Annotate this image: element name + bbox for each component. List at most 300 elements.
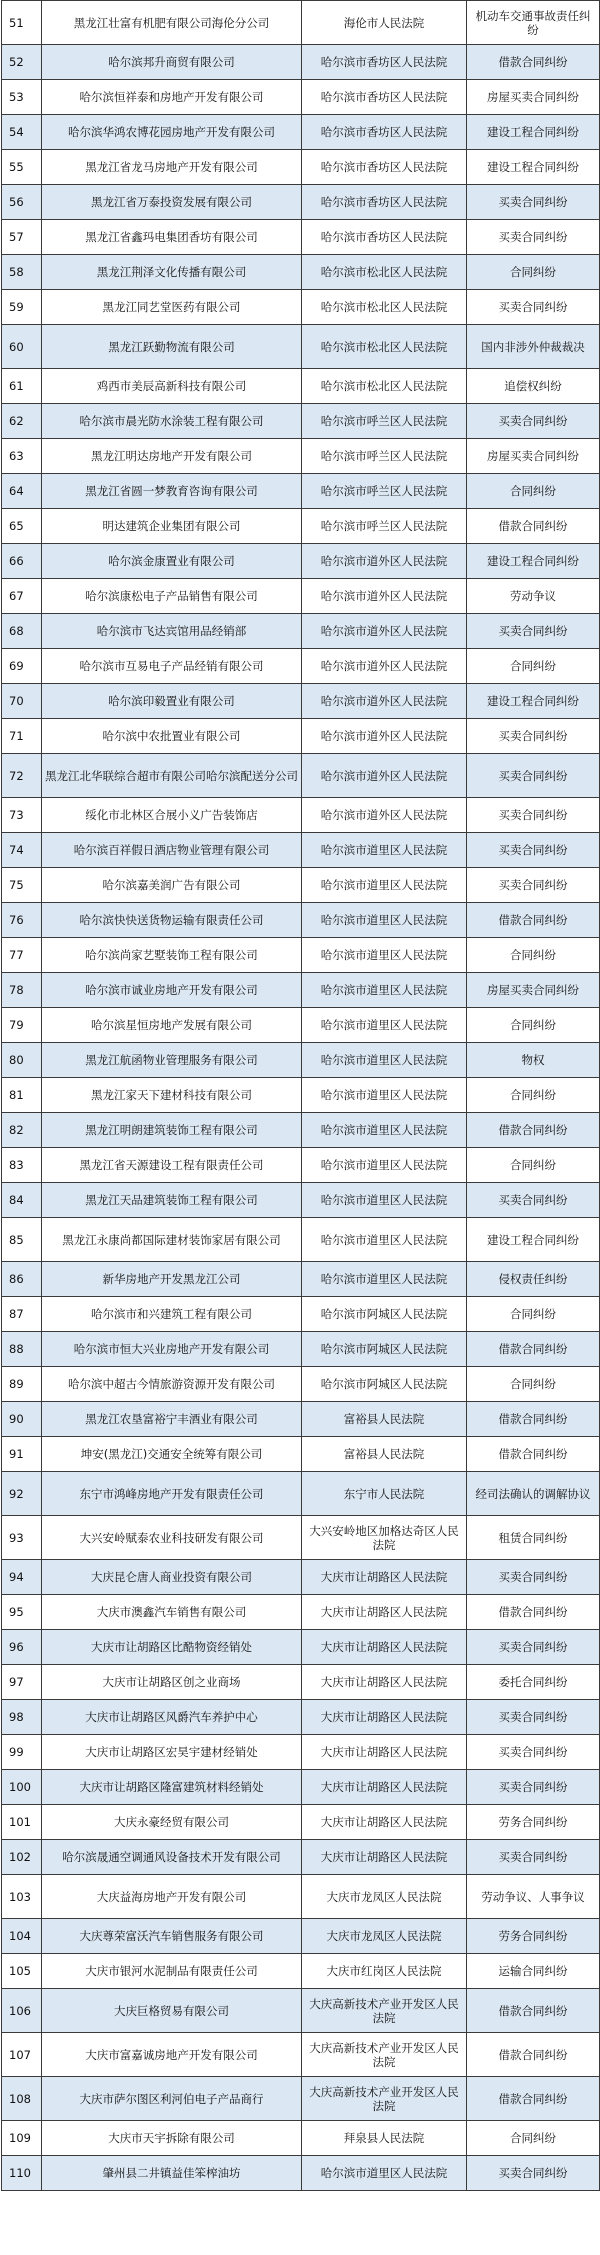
company-name: 哈尔滨恒祥泰和房地产开发有限公司 — [42, 80, 302, 115]
case-cause: 房屋买卖合同纠纷 — [467, 973, 600, 1008]
court-name: 哈尔滨市呼兰区人民法院 — [302, 474, 467, 509]
court-name: 大庆市让胡路区人民法院 — [302, 1735, 467, 1770]
company-name: 大庆市银河水泥制品有限责任公司 — [42, 1954, 302, 1989]
row-number: 109 — [2, 2121, 42, 2156]
company-name: 大庆永豪经贸有限公司 — [42, 1805, 302, 1840]
company-name: 黑龙江壮富有机肥有限公司海伦分公司 — [42, 1, 302, 45]
case-cause: 借款合同纠纷 — [467, 903, 600, 938]
row-number: 105 — [2, 1954, 42, 1989]
row-number: 107 — [2, 2033, 42, 2077]
case-cause: 建设工程合同纠纷 — [467, 544, 600, 579]
company-name: 大庆市让胡路区隆富建筑材料经销处 — [42, 1770, 302, 1805]
table-row — [2, 973, 600, 1008]
company-name: 哈尔滨中超古今情旅游资源开发有限公司 — [42, 1367, 302, 1402]
company-name: 哈尔滨印毅置业有限公司 — [42, 684, 302, 719]
case-cause: 买卖合同纠纷 — [467, 404, 600, 439]
court-name: 哈尔滨市道里区人民法院 — [302, 833, 467, 868]
case-cause: 借款合同纠纷 — [467, 2033, 600, 2077]
case-cause: 买卖合同纠纷 — [467, 868, 600, 903]
table-row — [2, 1437, 600, 1472]
row-number: 70 — [2, 684, 42, 719]
case-table — [1, 0, 600, 2191]
court-name: 哈尔滨市道里区人民法院 — [302, 1183, 467, 1218]
court-name: 哈尔滨市阿城区人民法院 — [302, 1332, 467, 1367]
company-name: 哈尔滨百祥假日酒店物业管理有限公司 — [42, 833, 302, 868]
company-name: 哈尔滨市飞达宾馆用品经销部 — [42, 614, 302, 649]
company-name: 东宁市鸿峰房地产开发有限责任公司 — [42, 1472, 302, 1516]
company-name: 坤安(黑龙江)交通安全统筹有限公司 — [42, 1437, 302, 1472]
court-name: 哈尔滨市松北区人民法院 — [302, 369, 467, 404]
row-number: 51 — [2, 1, 42, 45]
court-name: 哈尔滨市道里区人民法院 — [302, 1043, 467, 1078]
company-name: 哈尔滨市诚业房地产开发有限公司 — [42, 973, 302, 1008]
case-cause: 合同纠纷 — [467, 1078, 600, 1113]
case-cause: 劳务合同纠纷 — [467, 1805, 600, 1840]
company-name: 肇州县二井镇益佳笨榨油坊 — [42, 2156, 302, 2191]
court-name: 大庆高新技术产业开发区人民法院 — [302, 2077, 467, 2121]
case-cause: 物权 — [467, 1043, 600, 1078]
case-cause: 买卖合同纠纷 — [467, 833, 600, 868]
case-cause: 合同纠纷 — [467, 255, 600, 290]
company-name: 哈尔滨嘉美润广告有限公司 — [42, 868, 302, 903]
court-name: 哈尔滨市道外区人民法院 — [302, 684, 467, 719]
court-name: 大庆市让胡路区人民法院 — [302, 1805, 467, 1840]
table-row — [2, 1954, 600, 1989]
row-number: 92 — [2, 1472, 42, 1516]
court-name: 哈尔滨市道里区人民法院 — [302, 973, 467, 1008]
case-cause: 合同纠纷 — [467, 649, 600, 684]
court-name: 哈尔滨市道里区人民法院 — [302, 1148, 467, 1183]
company-name: 大庆市让胡路区风爵汽车养护中心 — [42, 1700, 302, 1735]
table-row — [2, 1367, 600, 1402]
row-number: 74 — [2, 833, 42, 868]
company-name: 黑龙江明达房地产开发有限公司 — [42, 439, 302, 474]
case-cause: 建设工程合同纠纷 — [467, 1218, 600, 1262]
case-cause: 劳动争议、人事争议 — [467, 1875, 600, 1919]
table-row — [2, 1043, 600, 1078]
case-cause: 建设工程合同纠纷 — [467, 684, 600, 719]
case-cause: 买卖合同纠纷 — [467, 719, 600, 754]
company-name: 哈尔滨市互易电子产品经销有限公司 — [42, 649, 302, 684]
company-name: 哈尔滨华鸿农博花园房地产开发有限公司 — [42, 115, 302, 150]
case-cause: 建设工程合同纠纷 — [467, 150, 600, 185]
court-name: 大庆市让胡路区人民法院 — [302, 1700, 467, 1735]
company-name: 大庆巨格贸易有限公司 — [42, 1989, 302, 2033]
table-row — [2, 2033, 600, 2077]
court-name: 东宁市人民法院 — [302, 1472, 467, 1516]
case-cause: 机动车交通事故责任纠纷 — [467, 1, 600, 45]
company-name: 大庆市澳鑫汽车销售有限公司 — [42, 1595, 302, 1630]
company-name: 大庆市让胡路区宏昊宇建材经销处 — [42, 1735, 302, 1770]
case-cause: 买卖合同纠纷 — [467, 290, 600, 325]
court-name: 大庆市让胡路区人民法院 — [302, 1840, 467, 1875]
row-number: 101 — [2, 1805, 42, 1840]
case-cause: 国内非涉外仲裁裁决 — [467, 325, 600, 369]
company-name: 大庆市让胡路区创之业商场 — [42, 1665, 302, 1700]
company-name: 黑龙江北华联综合超市有限公司哈尔滨配送分公司 — [42, 754, 302, 798]
case-cause: 买卖合同纠纷 — [467, 614, 600, 649]
court-name: 哈尔滨市香坊区人民法院 — [302, 80, 467, 115]
court-name: 哈尔滨市道里区人民法院 — [302, 868, 467, 903]
case-cause: 侵权责任纠纷 — [467, 1262, 600, 1297]
table-row — [2, 1735, 600, 1770]
table-row — [2, 1332, 600, 1367]
table-row — [2, 150, 600, 185]
court-name: 哈尔滨市道外区人民法院 — [302, 614, 467, 649]
court-name: 哈尔滨市呼兰区人民法院 — [302, 509, 467, 544]
table-row — [2, 1078, 600, 1113]
company-name: 哈尔滨康松电子产品销售有限公司 — [42, 579, 302, 614]
table-row — [2, 2156, 600, 2191]
row-number: 56 — [2, 185, 42, 220]
row-number: 66 — [2, 544, 42, 579]
company-name: 大庆市天宇拆除有限公司 — [42, 2121, 302, 2156]
company-name: 黑龙江荆泽文化传播有限公司 — [42, 255, 302, 290]
case-cause: 房屋买卖合同纠纷 — [467, 439, 600, 474]
table-row — [2, 1630, 600, 1665]
company-name: 大庆益海房地产开发有限公司 — [42, 1875, 302, 1919]
court-name: 富裕县人民法院 — [302, 1437, 467, 1472]
court-name: 哈尔滨市松北区人民法院 — [302, 325, 467, 369]
case-cause: 买卖合同纠纷 — [467, 1560, 600, 1595]
company-name: 哈尔滨快快送货物运输有限责任公司 — [42, 903, 302, 938]
row-number: 103 — [2, 1875, 42, 1919]
table-row — [2, 833, 600, 868]
row-number: 54 — [2, 115, 42, 150]
court-name: 哈尔滨市香坊区人民法院 — [302, 115, 467, 150]
company-name: 黑龙江省鑫玛电集团香坊有限公司 — [42, 220, 302, 255]
case-cause: 买卖合同纠纷 — [467, 185, 600, 220]
case-cause: 买卖合同纠纷 — [467, 1700, 600, 1735]
court-name: 海伦市人民法院 — [302, 1, 467, 45]
table-row — [2, 1297, 600, 1332]
company-name: 黑龙江省天源建设工程有限责任公司 — [42, 1148, 302, 1183]
row-number: 90 — [2, 1402, 42, 1437]
row-number: 67 — [2, 579, 42, 614]
case-cause: 房屋买卖合同纠纷 — [467, 80, 600, 115]
row-number: 72 — [2, 754, 42, 798]
company-name: 大庆尊荣富沃汽车销售服务有限公司 — [42, 1919, 302, 1954]
table-row — [2, 1, 600, 45]
table-row — [2, 1665, 600, 1700]
company-name: 哈尔滨尚家艺墅装饰工程有限公司 — [42, 938, 302, 973]
row-number: 64 — [2, 474, 42, 509]
company-name: 黑龙江省圆一梦教育咨询有限公司 — [42, 474, 302, 509]
table-row — [2, 903, 600, 938]
table-row — [2, 185, 600, 220]
table-row — [2, 1770, 600, 1805]
row-number: 104 — [2, 1919, 42, 1954]
case-cause: 买卖合同纠纷 — [467, 754, 600, 798]
company-name: 哈尔滨中农批置业有限公司 — [42, 719, 302, 754]
row-number: 73 — [2, 798, 42, 833]
table-row — [2, 868, 600, 903]
row-number: 61 — [2, 369, 42, 404]
row-number: 98 — [2, 1700, 42, 1735]
table-row — [2, 1148, 600, 1183]
company-name: 鸡西市美辰高新科技有限公司 — [42, 369, 302, 404]
row-number: 97 — [2, 1665, 42, 1700]
court-name: 大庆市红岗区人民法院 — [302, 1954, 467, 1989]
court-name: 哈尔滨市呼兰区人民法院 — [302, 404, 467, 439]
table-row — [2, 80, 600, 115]
court-name: 哈尔滨市道外区人民法院 — [302, 544, 467, 579]
company-name: 哈尔滨市和兴建筑工程有限公司 — [42, 1297, 302, 1332]
company-name: 大庆昆仑唐人商业投资有限公司 — [42, 1560, 302, 1595]
case-cause: 追偿权纠纷 — [467, 369, 600, 404]
case-cause: 合同纠纷 — [467, 1297, 600, 1332]
company-name: 黑龙江跃勤物流有限公司 — [42, 325, 302, 369]
row-number: 87 — [2, 1297, 42, 1332]
table-row — [2, 1402, 600, 1437]
court-name: 哈尔滨市道里区人民法院 — [302, 1008, 467, 1043]
table-row — [2, 1262, 600, 1297]
table-row — [2, 614, 600, 649]
case-cause: 借款合同纠纷 — [467, 1332, 600, 1367]
court-name: 哈尔滨市阿城区人民法院 — [302, 1297, 467, 1332]
court-name: 哈尔滨市道里区人民法院 — [302, 1078, 467, 1113]
row-number: 100 — [2, 1770, 42, 1805]
case-cause: 租赁合同纠纷 — [467, 1516, 600, 1560]
court-name: 哈尔滨市道外区人民法院 — [302, 754, 467, 798]
court-name: 哈尔滨市道外区人民法院 — [302, 579, 467, 614]
row-number: 82 — [2, 1113, 42, 1148]
case-cause: 买卖合同纠纷 — [467, 220, 600, 255]
row-number: 108 — [2, 2077, 42, 2121]
table-row — [2, 1989, 600, 2033]
row-number: 60 — [2, 325, 42, 369]
company-name: 哈尔滨星恒房地产发展有限公司 — [42, 1008, 302, 1043]
court-name: 拜泉县人民法院 — [302, 2121, 467, 2156]
company-name: 黑龙江明朗建筑装饰工程有限公司 — [42, 1113, 302, 1148]
row-number: 76 — [2, 903, 42, 938]
court-name: 哈尔滨市道里区人民法院 — [302, 938, 467, 973]
table-row — [2, 754, 600, 798]
table-row — [2, 649, 600, 684]
company-name: 黑龙江永康尚都国际建材装饰家居有限公司 — [42, 1218, 302, 1262]
case-cause: 建设工程合同纠纷 — [467, 115, 600, 150]
court-name: 哈尔滨市道外区人民法院 — [302, 798, 467, 833]
table-row — [2, 255, 600, 290]
row-number: 63 — [2, 439, 42, 474]
court-name: 哈尔滨市呼兰区人民法院 — [302, 439, 467, 474]
case-cause: 合同纠纷 — [467, 1008, 600, 1043]
case-cause: 合同纠纷 — [467, 1148, 600, 1183]
company-name: 新华房地产开发黑龙江公司 — [42, 1262, 302, 1297]
company-name: 黑龙江同艺堂医药有限公司 — [42, 290, 302, 325]
case-cause: 买卖合同纠纷 — [467, 798, 600, 833]
company-name: 明达建筑企业集团有限公司 — [42, 509, 302, 544]
company-name: 黑龙江家天下建材科技有限公司 — [42, 1078, 302, 1113]
row-number: 91 — [2, 1437, 42, 1472]
court-name: 哈尔滨市道外区人民法院 — [302, 649, 467, 684]
case-cause: 买卖合同纠纷 — [467, 1630, 600, 1665]
court-name: 哈尔滨市道里区人民法院 — [302, 1262, 467, 1297]
row-number: 84 — [2, 1183, 42, 1218]
company-name: 哈尔滨市晨光防水涂装工程有限公司 — [42, 404, 302, 439]
case-cause: 买卖合同纠纷 — [467, 1770, 600, 1805]
court-name: 哈尔滨市松北区人民法院 — [302, 290, 467, 325]
court-name: 哈尔滨市道里区人民法院 — [302, 2156, 467, 2191]
company-name: 哈尔滨市恒大兴业房地产开发有限公司 — [42, 1332, 302, 1367]
row-number: 71 — [2, 719, 42, 754]
company-name: 黑龙江农垦富裕宁丰酒业有限公司 — [42, 1402, 302, 1437]
table-row — [2, 1472, 600, 1516]
court-name: 哈尔滨市香坊区人民法院 — [302, 150, 467, 185]
court-name: 哈尔滨市松北区人民法院 — [302, 255, 467, 290]
court-name: 富裕县人民法院 — [302, 1402, 467, 1437]
table-row — [2, 579, 600, 614]
row-number: 106 — [2, 1989, 42, 2033]
table-row — [2, 1840, 600, 1875]
case-cause: 买卖合同纠纷 — [467, 1183, 600, 1218]
table-row — [2, 1113, 600, 1148]
case-cause: 经司法确认的调解协议 — [467, 1472, 600, 1516]
case-cause: 劳务合同纠纷 — [467, 1919, 600, 1954]
row-number: 88 — [2, 1332, 42, 1367]
row-number: 95 — [2, 1595, 42, 1630]
table-row — [2, 509, 600, 544]
table-row — [2, 1875, 600, 1919]
table-row — [2, 1560, 600, 1595]
table-row — [2, 1218, 600, 1262]
row-number: 55 — [2, 150, 42, 185]
company-name: 黑龙江航函物业管理服务有限公司 — [42, 1043, 302, 1078]
row-number: 68 — [2, 614, 42, 649]
court-name: 哈尔滨市香坊区人民法院 — [302, 45, 467, 80]
court-name: 哈尔滨市香坊区人民法院 — [302, 185, 467, 220]
court-name: 哈尔滨市道里区人民法院 — [302, 1113, 467, 1148]
case-cause: 借款合同纠纷 — [467, 1437, 600, 1472]
court-name: 大庆市龙凤区人民法院 — [302, 1875, 467, 1919]
court-name: 大庆市龙凤区人民法院 — [302, 1919, 467, 1954]
row-number: 99 — [2, 1735, 42, 1770]
row-number: 96 — [2, 1630, 42, 1665]
court-name: 大庆市让胡路区人民法院 — [302, 1595, 467, 1630]
case-cause: 借款合同纠纷 — [467, 1113, 600, 1148]
row-number: 59 — [2, 290, 42, 325]
court-name: 哈尔滨市道里区人民法院 — [302, 903, 467, 938]
case-cause: 买卖合同纠纷 — [467, 2156, 600, 2191]
row-number: 81 — [2, 1078, 42, 1113]
table-row — [2, 290, 600, 325]
row-number: 86 — [2, 1262, 42, 1297]
court-name: 大庆市让胡路区人民法院 — [302, 1630, 467, 1665]
table-row — [2, 719, 600, 754]
table-row — [2, 2121, 600, 2156]
case-cause: 借款合同纠纷 — [467, 1595, 600, 1630]
row-number: 58 — [2, 255, 42, 290]
court-name: 哈尔滨市香坊区人民法院 — [302, 220, 467, 255]
row-number: 75 — [2, 868, 42, 903]
case-cause: 借款合同纠纷 — [467, 1402, 600, 1437]
court-name: 哈尔滨市道外区人民法院 — [302, 719, 467, 754]
row-number: 85 — [2, 1218, 42, 1262]
table-row — [2, 439, 600, 474]
company-name: 大兴安岭赋泰农业科技研发有限公司 — [42, 1516, 302, 1560]
company-name: 黑龙江天品建筑装饰工程有限公司 — [42, 1183, 302, 1218]
row-number: 65 — [2, 509, 42, 544]
table-row — [2, 1805, 600, 1840]
company-name: 哈尔滨邦升商贸有限公司 — [42, 45, 302, 80]
case-cause: 合同纠纷 — [467, 474, 600, 509]
table-row — [2, 474, 600, 509]
table-row — [2, 1008, 600, 1043]
company-name: 黑龙江省龙马房地产开发有限公司 — [42, 150, 302, 185]
case-cause: 合同纠纷 — [467, 2121, 600, 2156]
case-cause: 借款合同纠纷 — [467, 1989, 600, 2033]
case-cause: 借款合同纠纷 — [467, 2077, 600, 2121]
table-row — [2, 369, 600, 404]
company-name: 哈尔滨金康置业有限公司 — [42, 544, 302, 579]
court-name: 大庆市让胡路区人民法院 — [302, 1665, 467, 1700]
row-number: 89 — [2, 1367, 42, 1402]
table-row — [2, 404, 600, 439]
row-number: 110 — [2, 2156, 42, 2191]
court-name: 哈尔滨市阿城区人民法院 — [302, 1367, 467, 1402]
company-name: 哈尔滨晟通空调通风设备技术开发有限公司 — [42, 1840, 302, 1875]
court-name: 大庆高新技术产业开发区人民法院 — [302, 2033, 467, 2077]
case-cause: 买卖合同纠纷 — [467, 1735, 600, 1770]
row-number: 62 — [2, 404, 42, 439]
row-number: 93 — [2, 1516, 42, 1560]
row-number: 77 — [2, 938, 42, 973]
table-row — [2, 1919, 600, 1954]
company-name: 大庆市萨尔图区利河伯电子产品商行 — [42, 2077, 302, 2121]
row-number: 94 — [2, 1560, 42, 1595]
row-number: 53 — [2, 80, 42, 115]
case-cause: 借款合同纠纷 — [467, 45, 600, 80]
company-name: 绥化市北林区合展小义广告装饰店 — [42, 798, 302, 833]
table-row — [2, 2077, 600, 2121]
case-cause: 运输合同纠纷 — [467, 1954, 600, 1989]
table-row — [2, 220, 600, 255]
row-number: 69 — [2, 649, 42, 684]
court-name: 大庆市让胡路区人民法院 — [302, 1560, 467, 1595]
table-row — [2, 1516, 600, 1560]
row-number: 78 — [2, 973, 42, 1008]
court-name: 大庆高新技术产业开发区人民法院 — [302, 1989, 467, 2033]
table-row — [2, 544, 600, 579]
table-row — [2, 1700, 600, 1735]
company-name: 黑龙江省万泰投资发展有限公司 — [42, 185, 302, 220]
row-number: 80 — [2, 1043, 42, 1078]
table-row — [2, 938, 600, 973]
table-row — [2, 115, 600, 150]
table-row — [2, 684, 600, 719]
company-name: 大庆市富嘉诚房地产开发有限公司 — [42, 2033, 302, 2077]
court-name: 大庆市让胡路区人民法院 — [302, 1770, 467, 1805]
court-name: 哈尔滨市道里区人民法院 — [302, 1218, 467, 1262]
case-cause: 委托合同纠纷 — [467, 1665, 600, 1700]
table-row — [2, 1183, 600, 1218]
case-cause: 借款合同纠纷 — [467, 509, 600, 544]
row-number: 57 — [2, 220, 42, 255]
row-number: 102 — [2, 1840, 42, 1875]
case-cause: 合同纠纷 — [467, 1367, 600, 1402]
case-cause: 买卖合同纠纷 — [467, 1840, 600, 1875]
court-name: 大兴安岭地区加格达奇区人民法院 — [302, 1516, 467, 1560]
table-row — [2, 1595, 600, 1630]
row-number: 79 — [2, 1008, 42, 1043]
case-cause: 合同纠纷 — [467, 938, 600, 973]
row-number: 83 — [2, 1148, 42, 1183]
case-table-body — [2, 1, 600, 2191]
case-cause: 劳动争议 — [467, 579, 600, 614]
row-number: 52 — [2, 45, 42, 80]
table-row — [2, 45, 600, 80]
table-row — [2, 325, 600, 369]
